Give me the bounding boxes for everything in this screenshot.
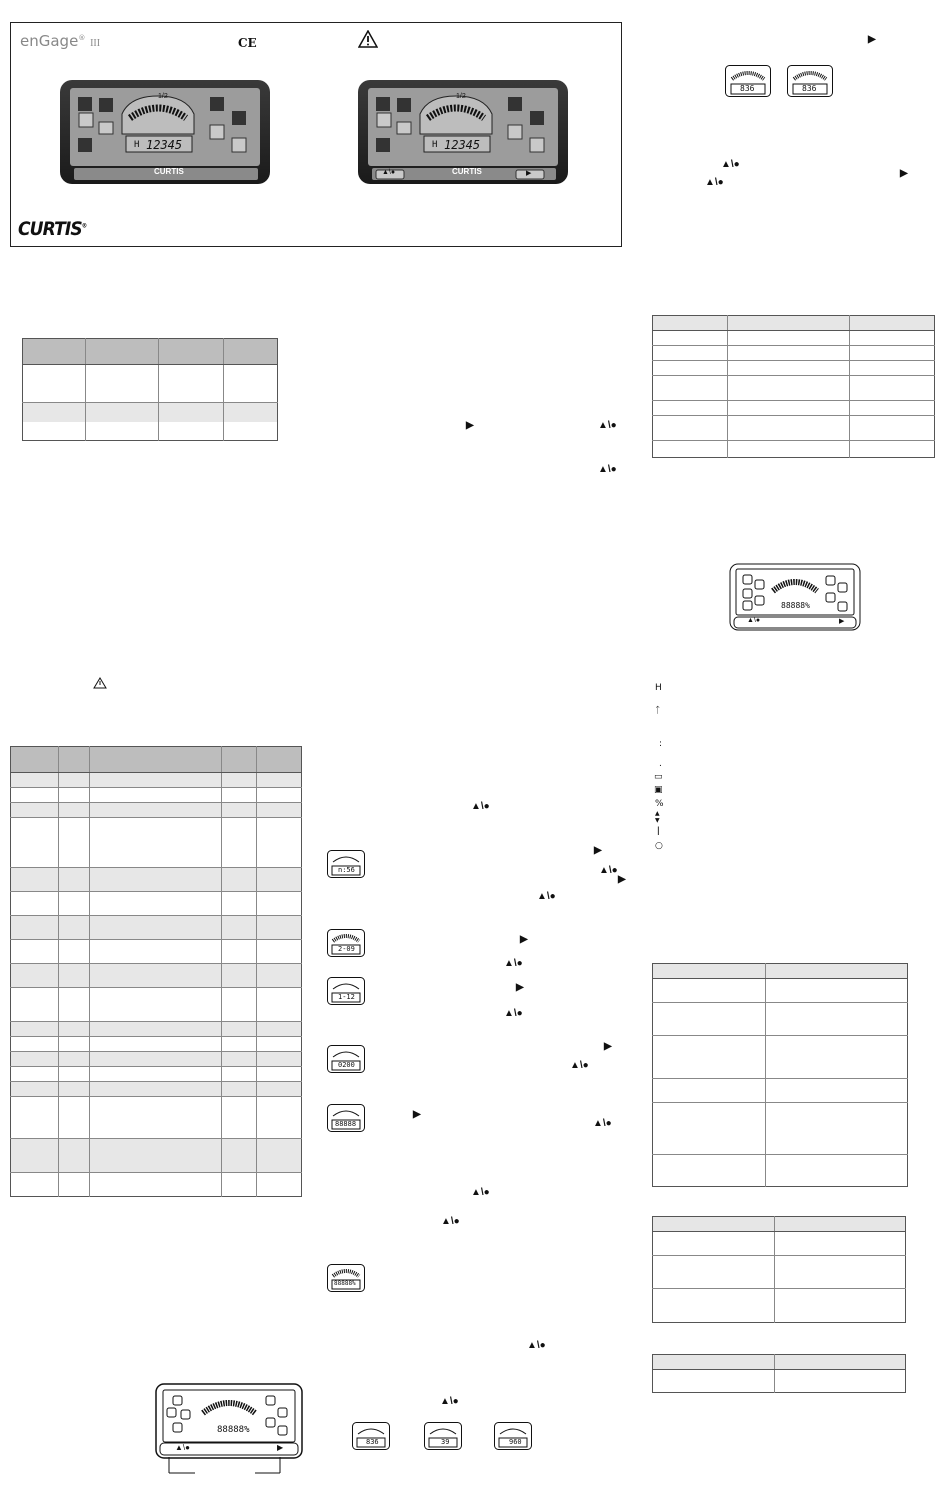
- gauge-product-image-left: [58, 78, 272, 188]
- scroll-key-symbol: ▶: [900, 168, 908, 179]
- scroll-key-symbol: ▶: [618, 874, 626, 885]
- mini-display: 39: [424, 1422, 462, 1455]
- ce-mark: CE: [238, 36, 257, 50]
- warning-triangle-icon: [358, 30, 378, 48]
- mode-select-symbol: ▲\●: [504, 1008, 523, 1019]
- table-display-modes: [652, 315, 935, 458]
- gauge-scale-label: 1/2: [158, 93, 168, 100]
- gauge-product-image-right: [356, 78, 570, 188]
- table-pin-assignment: [10, 746, 302, 1197]
- scroll-key-symbol: ▶: [413, 1109, 421, 1120]
- mode-select-key: ▲\●: [382, 169, 396, 176]
- mode-select-symbol: ▲\●: [721, 159, 740, 170]
- mode-select-symbol: ▲\●: [527, 1340, 546, 1351]
- mini-display: 836: [725, 65, 771, 102]
- dot-icon: .: [659, 759, 662, 769]
- colon-icon: :: [659, 739, 663, 749]
- mode-select-symbol: ▲\●: [471, 1187, 490, 1198]
- scroll-key-symbol: ▶: [516, 982, 524, 993]
- mode-select-symbol: ▲\●: [504, 958, 523, 969]
- oil-icon: ○: [655, 841, 663, 851]
- percent-icon: %: [655, 799, 664, 809]
- mode-select-symbol: ▲\●: [440, 1396, 459, 1407]
- table-troubleshooting-2: [652, 1216, 906, 1323]
- display-diagram-medium: 88888% ▲\● ▶: [729, 563, 861, 631]
- mode-select-key: ▲\●: [175, 1443, 190, 1452]
- gauge-odometer: 12345: [146, 138, 183, 152]
- battery-icon: ▭: [654, 772, 663, 782]
- mode-select-symbol: ▲\●: [441, 1216, 460, 1227]
- scroll-key: ▶: [277, 1443, 284, 1452]
- mini-display: 1-12: [327, 977, 365, 1010]
- mini-display: 0200: [327, 1045, 365, 1078]
- table-troubleshooting-1: [652, 963, 908, 1187]
- mini-display: 960: [494, 1422, 532, 1455]
- scroll-key-symbol: ▶: [520, 934, 528, 945]
- temperature-icon: ǀ: [657, 826, 660, 836]
- mode-select-symbol: ▲\●: [598, 420, 617, 431]
- scroll-key-symbol: ▶: [466, 420, 474, 431]
- mode-select-symbol: ▲\●: [705, 177, 724, 188]
- mode-select-symbol: ▲\●: [599, 865, 618, 876]
- table-troubleshooting-3: [652, 1354, 906, 1393]
- mode-select-symbol: ▲\●: [593, 1118, 612, 1129]
- mode-select-symbol: ▲\●: [598, 464, 617, 475]
- scroll-key-symbol: ▶: [868, 34, 876, 45]
- scroll-key: ▶: [526, 170, 532, 177]
- mini-display: 836: [787, 65, 833, 102]
- mode-select-symbol: ▲\●: [537, 891, 556, 902]
- scroll-key-symbol: ▶: [604, 1041, 612, 1052]
- gauge-scale-label: 1/2: [456, 93, 466, 100]
- mode-select-symbol: ▲\●: [570, 1060, 589, 1071]
- wrench-icon: ᛏ: [655, 706, 661, 716]
- gauge-odometer: 12345: [444, 138, 481, 152]
- brand-logo: CURTIS®: [18, 218, 87, 240]
- gauge-brand: CURTIS: [154, 167, 184, 176]
- up-down-icon: ▲ ▼: [655, 810, 660, 824]
- fuel-icon: ▣: [654, 785, 663, 795]
- display-diagram-large: [155, 1383, 303, 1475]
- mini-display: 2-09: [327, 929, 365, 962]
- mini-display: 836: [352, 1422, 390, 1455]
- table-spec-small: [22, 338, 278, 441]
- mini-display: 88888%: [327, 1264, 365, 1297]
- warning-triangle-icon: [93, 677, 107, 689]
- gauge-brand: CURTIS: [452, 167, 482, 176]
- hours-icon: H: [655, 683, 662, 693]
- mode-select-symbol: ▲\●: [471, 801, 490, 812]
- display-readout: 88888%: [217, 1425, 250, 1435]
- mini-display: 88888: [327, 1104, 365, 1137]
- scroll-key-symbol: ▶: [594, 845, 602, 856]
- gauge-hours-symbol: H: [432, 140, 438, 150]
- gauge-hours-symbol: H: [134, 140, 140, 150]
- product-name: enGage® III: [20, 32, 101, 50]
- mini-display: n:56: [327, 850, 365, 883]
